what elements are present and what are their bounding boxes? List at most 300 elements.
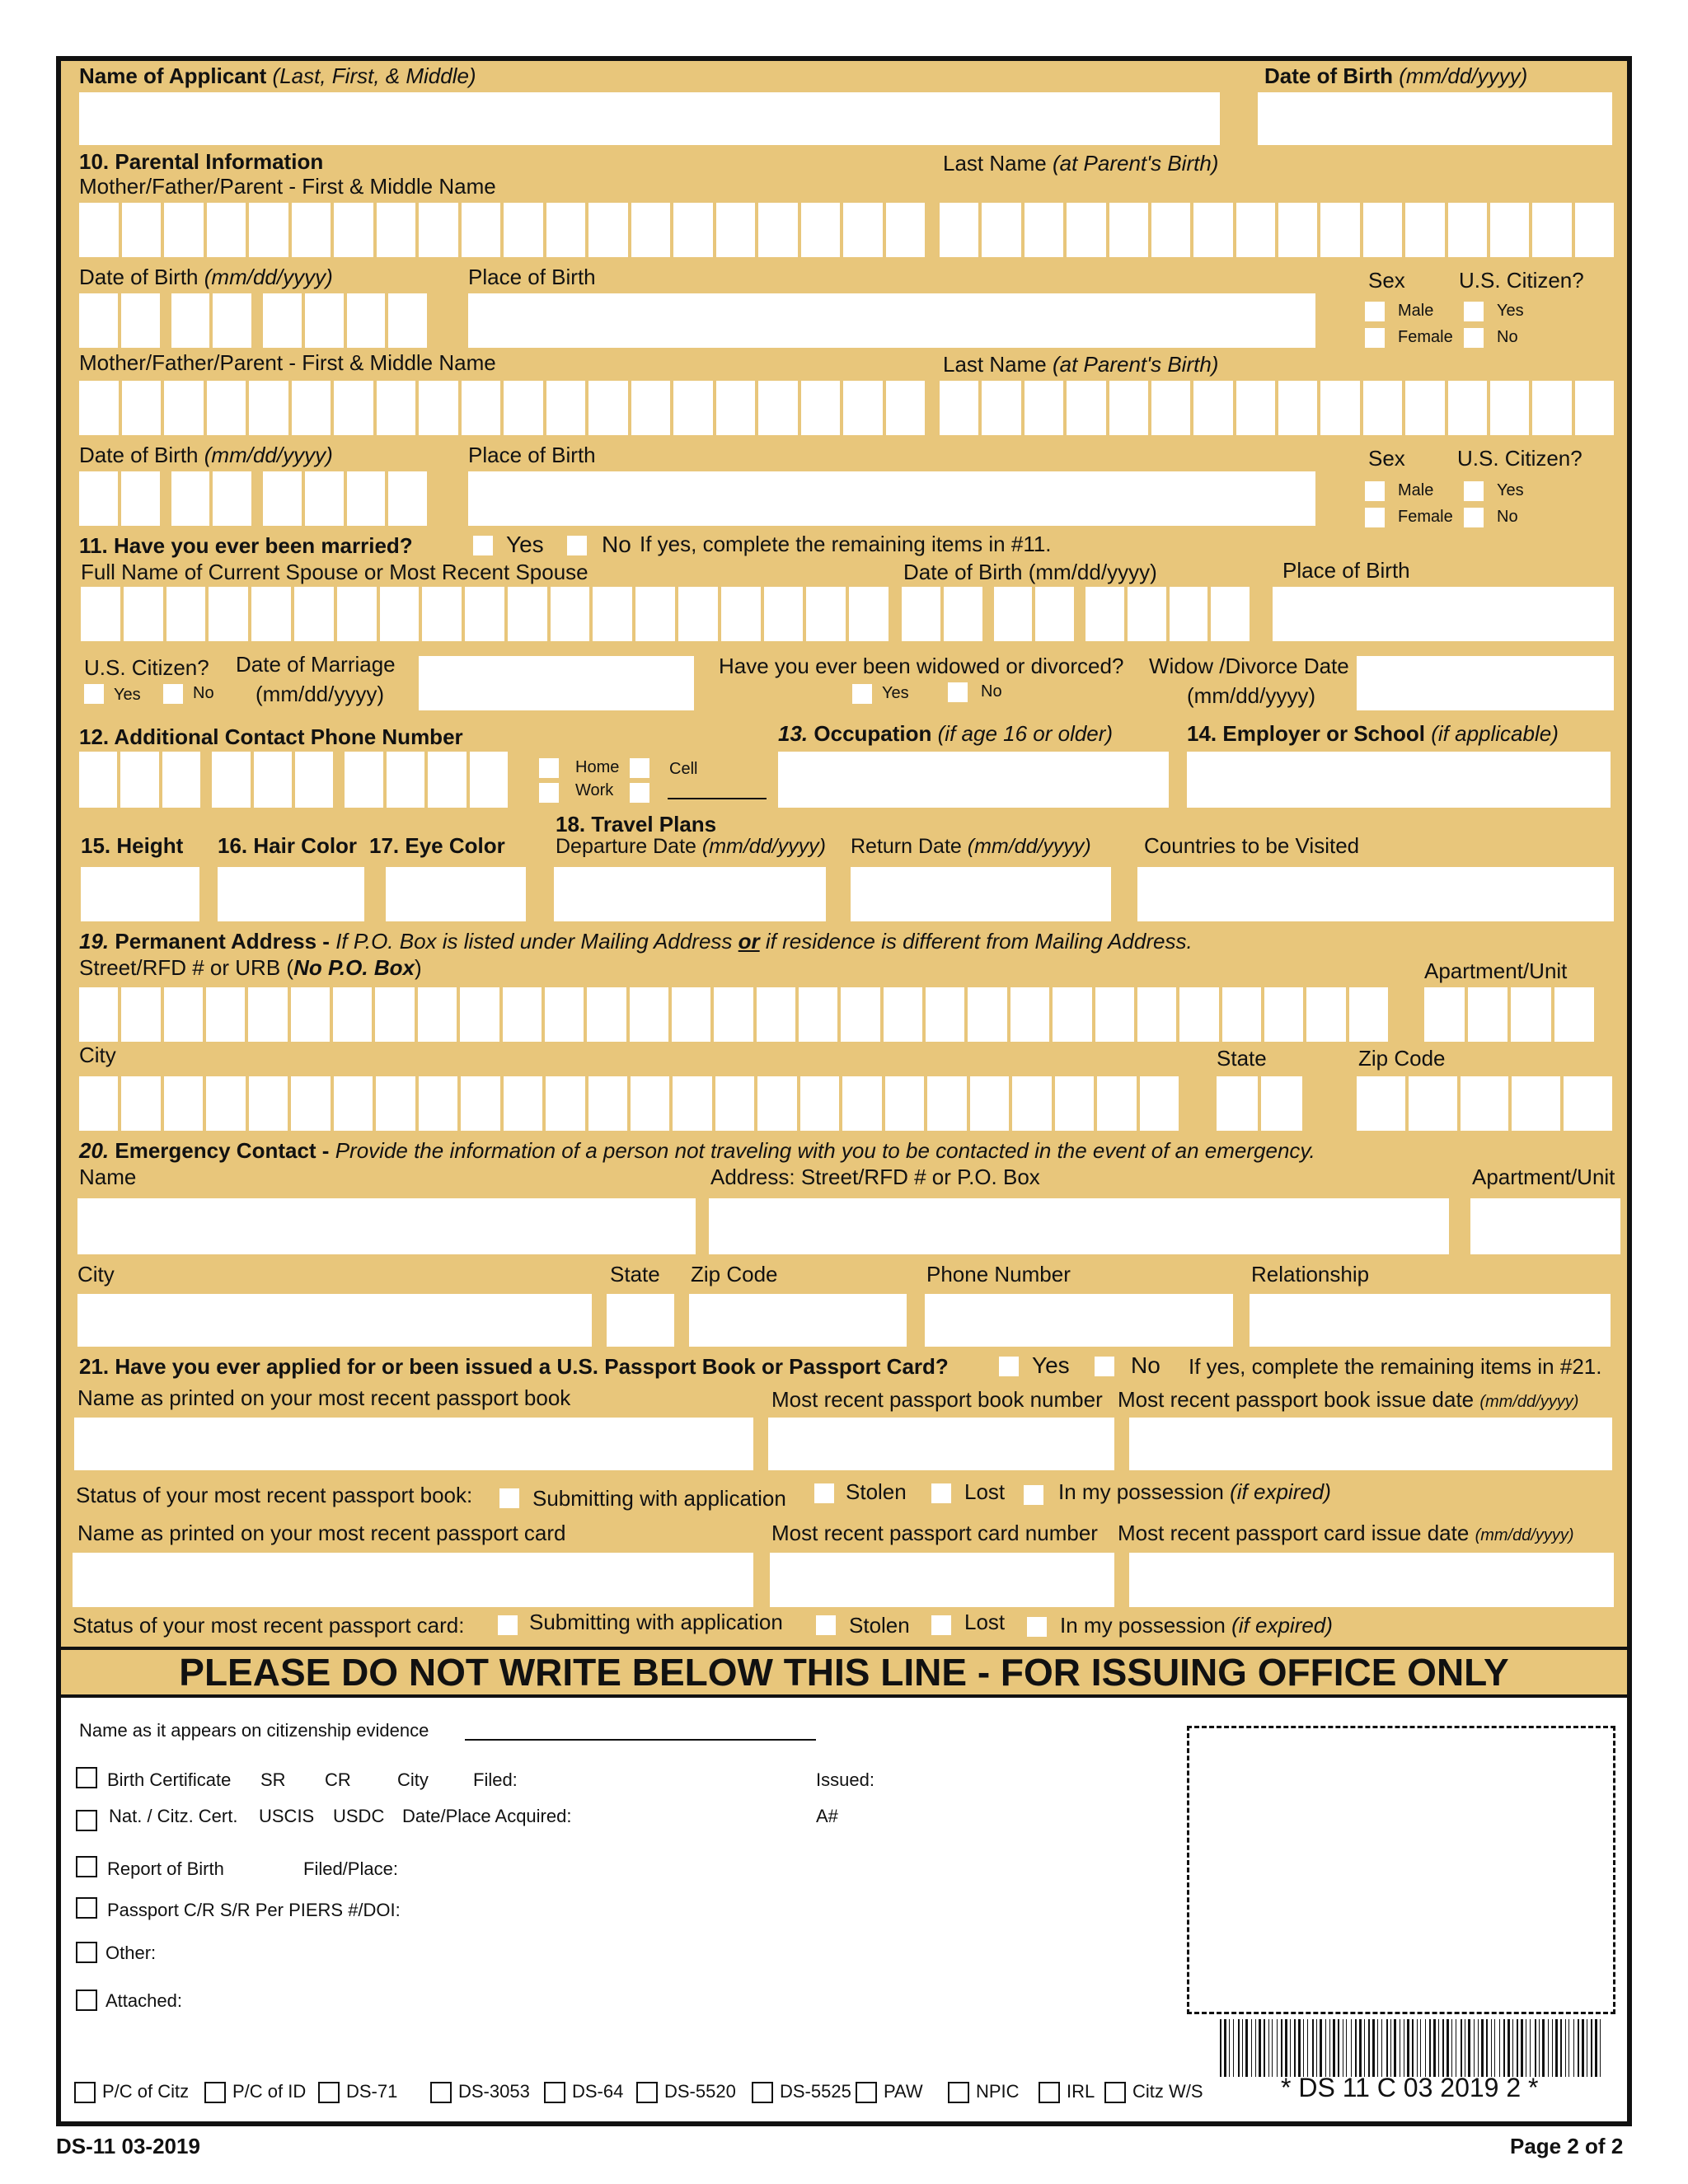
char-cell[interactable] (504, 381, 543, 435)
char-cell[interactable] (764, 587, 804, 641)
char-cell[interactable] (843, 203, 883, 257)
permanent-state-input[interactable] (1217, 1076, 1302, 1131)
char-cell[interactable] (81, 587, 120, 641)
char-cell[interactable] (1067, 203, 1105, 257)
char-cell[interactable] (1025, 381, 1063, 435)
char-cell[interactable] (305, 293, 344, 348)
char-cell[interactable] (207, 203, 246, 257)
barcode-bar (1412, 2019, 1414, 2077)
countries-input[interactable] (1137, 867, 1614, 921)
s10-title: 10. Parental Information (79, 149, 324, 174)
char-cell[interactable] (673, 381, 713, 435)
checklist-checkbox[interactable] (856, 2082, 877, 2103)
checklist-checkbox[interactable] (74, 2082, 96, 2103)
parent1-pob-input[interactable] (468, 293, 1315, 348)
checklist-checkbox[interactable] (204, 2082, 226, 2103)
char-cell[interactable] (249, 381, 288, 435)
char-cell[interactable] (79, 471, 118, 526)
char-cell[interactable] (841, 987, 879, 1042)
spouse-citizen-no-checkbox[interactable] (163, 684, 183, 704)
widowed-yes-checkbox[interactable] (852, 684, 872, 704)
char-cell[interactable] (207, 381, 246, 435)
barcode-bar (1573, 2019, 1574, 2077)
char-cell[interactable] (1128, 587, 1166, 641)
parent1-citizen-no-checkbox[interactable] (1464, 328, 1484, 348)
char-cell[interactable] (122, 203, 162, 257)
char-cell[interactable] (1363, 381, 1402, 435)
char-cell[interactable] (721, 587, 761, 641)
citizenship-name-line[interactable] (465, 1739, 816, 1741)
char-cell[interactable] (800, 1076, 839, 1131)
barcode-bar (1461, 2019, 1462, 2077)
char-cell[interactable] (982, 381, 1020, 435)
char-cell[interactable] (1193, 381, 1232, 435)
char-cell[interactable] (1363, 203, 1402, 257)
char-cell[interactable] (206, 987, 245, 1042)
char-cell[interactable] (1137, 987, 1176, 1042)
char-cell[interactable] (462, 203, 501, 257)
char-cell[interactable] (968, 987, 1006, 1042)
char-cell[interactable] (121, 987, 160, 1042)
char-cell[interactable] (672, 987, 710, 1042)
char-cell[interactable] (251, 587, 291, 641)
char-cell[interactable] (1320, 203, 1359, 257)
parent2-male-checkbox[interactable] (1365, 481, 1385, 501)
char-cell[interactable] (716, 381, 756, 435)
char-cell[interactable] (345, 752, 382, 808)
married-no-checkbox[interactable] (567, 536, 587, 555)
char-cell[interactable] (588, 203, 628, 257)
char-cell[interactable] (1409, 1076, 1457, 1131)
married-yes-checkbox[interactable] (473, 536, 493, 555)
char-cell[interactable] (1357, 1076, 1405, 1131)
char-cell[interactable] (757, 1076, 796, 1131)
book-stolen-label: Stolen (846, 1479, 907, 1504)
char-cell[interactable] (1564, 1076, 1612, 1131)
permanent-city-input[interactable] (79, 1076, 1179, 1131)
char-cell[interactable] (1170, 587, 1208, 641)
char-cell[interactable] (465, 587, 504, 641)
parent2-last-name-input[interactable] (940, 381, 1614, 435)
char-cell[interactable] (885, 1076, 924, 1131)
char-cell[interactable] (503, 987, 542, 1042)
char-cell[interactable] (1067, 381, 1105, 435)
char-cell[interactable] (849, 587, 889, 641)
char-cell[interactable] (940, 381, 978, 435)
nat-cert-checkbox[interactable] (76, 1810, 97, 1831)
char-cell[interactable] (263, 471, 302, 526)
hair-color-input[interactable] (218, 867, 364, 921)
parent1-citizen-yes-checkbox[interactable] (1464, 302, 1484, 321)
char-cell[interactable] (428, 752, 466, 808)
char-cell[interactable] (508, 587, 547, 641)
char-cell[interactable] (120, 752, 158, 808)
emergency-relationship-input[interactable] (1250, 1294, 1611, 1347)
book-submitting-checkbox[interactable] (499, 1488, 519, 1508)
char-cell[interactable] (1151, 381, 1190, 435)
passport-no-checkbox[interactable] (1095, 1357, 1114, 1376)
report-of-birth-checkbox[interactable] (76, 1856, 97, 1877)
card-lost-checkbox[interactable] (931, 1615, 951, 1635)
parent2-first-name-input[interactable] (79, 381, 925, 435)
char-cell[interactable] (295, 752, 333, 808)
char-cell[interactable] (1532, 203, 1571, 257)
parent1-last-name-input[interactable] (940, 203, 1614, 257)
birth-cert-checkbox[interactable] (76, 1767, 97, 1788)
char-cell[interactable] (461, 1076, 499, 1131)
char-cell[interactable] (631, 1076, 669, 1131)
char-cell[interactable] (1278, 203, 1317, 257)
char-cell[interactable] (546, 381, 586, 435)
checklist-checkbox[interactable] (430, 2082, 452, 2103)
char-cell[interactable] (254, 752, 292, 808)
char-cell[interactable] (248, 987, 287, 1042)
char-cell[interactable] (1151, 203, 1190, 257)
passport-yes-checkbox[interactable] (999, 1357, 1019, 1376)
checklist-checkbox[interactable] (752, 2082, 773, 2103)
char-cell[interactable] (1217, 1076, 1258, 1131)
char-cell[interactable] (1140, 1076, 1179, 1131)
additional-phone-input[interactable] (79, 752, 514, 808)
char-cell[interactable] (1085, 587, 1124, 641)
char-cell[interactable] (249, 203, 288, 257)
other-checkbox[interactable] (76, 1942, 97, 1963)
char-cell[interactable] (347, 471, 386, 526)
phone-home-checkbox[interactable] (539, 758, 559, 778)
birth-cert-issued: Issued: (816, 1769, 874, 1790)
char-cell[interactable] (1095, 987, 1134, 1042)
passport-cr-checkbox[interactable] (76, 1897, 97, 1919)
barcode-bar (1264, 2019, 1265, 2077)
emergency-city-input[interactable] (77, 1294, 592, 1347)
char-cell[interactable] (419, 1076, 457, 1131)
char-cell[interactable] (806, 587, 846, 641)
char-cell[interactable] (982, 203, 1020, 257)
char-cell[interactable] (801, 381, 841, 435)
char-cell[interactable] (1012, 1076, 1051, 1131)
parent2-citizen-no-checkbox[interactable] (1464, 508, 1484, 527)
char-cell[interactable] (1490, 203, 1529, 257)
barcode-bar (1220, 2019, 1221, 2077)
char-cell[interactable] (122, 381, 162, 435)
char-cell[interactable] (1035, 587, 1074, 641)
char-cell[interactable] (673, 1076, 711, 1131)
widowed-no-checkbox[interactable] (948, 682, 968, 702)
checklist-checkbox[interactable] (1104, 2082, 1126, 2103)
emergency-zip-input[interactable] (689, 1294, 907, 1347)
char-cell[interactable] (1193, 203, 1232, 257)
char-cell[interactable] (1010, 987, 1049, 1042)
char-cell[interactable] (1490, 381, 1529, 435)
card-date-input[interactable] (1129, 1553, 1614, 1607)
emergency-phone-input[interactable] (925, 1294, 1233, 1347)
char-cell[interactable] (418, 987, 457, 1042)
char-cell[interactable] (1179, 987, 1218, 1042)
char-cell[interactable] (166, 587, 206, 641)
checklist-checkbox[interactable] (318, 2082, 340, 2103)
card-submitting-checkbox[interactable] (498, 1615, 518, 1635)
char-cell[interactable] (551, 587, 590, 641)
char-cell[interactable] (291, 1076, 330, 1131)
barcode-bar (1420, 2019, 1421, 2077)
char-cell[interactable] (79, 381, 119, 435)
char-cell[interactable] (1320, 381, 1359, 435)
char-cell[interactable] (1554, 987, 1595, 1042)
phone-other-checkbox[interactable] (630, 783, 649, 803)
char-cell[interactable] (164, 203, 204, 257)
char-cell[interactable] (546, 1076, 584, 1131)
emergency-apt-input[interactable] (1470, 1198, 1620, 1254)
char-cell[interactable] (419, 203, 458, 257)
applicant-dob-input[interactable] (1258, 92, 1612, 145)
char-cell[interactable] (1512, 1076, 1560, 1131)
char-cell[interactable] (294, 587, 334, 641)
char-cell[interactable] (209, 587, 248, 641)
char-cell[interactable] (970, 1076, 1009, 1131)
card-number-input[interactable] (770, 1553, 1114, 1607)
char-cell[interactable] (1261, 1076, 1302, 1131)
char-cell[interactable] (588, 381, 628, 435)
char-cell[interactable] (334, 381, 373, 435)
char-cell[interactable] (79, 203, 119, 257)
parent1-female-checkbox[interactable] (1365, 328, 1385, 348)
char-cell[interactable] (673, 203, 713, 257)
occupation-input[interactable] (778, 752, 1169, 808)
barcode-bar (1565, 2019, 1566, 2077)
char-cell[interactable] (79, 752, 117, 808)
char-cell[interactable] (380, 587, 420, 641)
char-cell[interactable] (635, 587, 675, 641)
char-cell[interactable] (470, 752, 508, 808)
char-cell[interactable] (419, 381, 458, 435)
book-number-input[interactable] (768, 1418, 1114, 1470)
marriage-date-input[interactable] (419, 656, 694, 710)
char-cell[interactable] (164, 1076, 203, 1131)
phone-cell-checkbox[interactable] (630, 758, 649, 778)
char-cell[interactable] (121, 293, 160, 348)
char-cell[interactable] (291, 987, 330, 1042)
attached-checkbox[interactable] (76, 1990, 97, 2011)
card-possession-checkbox[interactable] (1027, 1617, 1047, 1637)
applicant-name-input[interactable] (79, 92, 1220, 145)
char-cell[interactable] (1236, 203, 1275, 257)
parent2-dob-input[interactable] (79, 471, 434, 526)
checklist-checkbox[interactable] (1039, 2082, 1060, 2103)
char-cell[interactable] (377, 381, 416, 435)
char-cell[interactable] (927, 1076, 966, 1131)
card-submitting-label: Submitting with application (529, 1610, 783, 1634)
char-cell[interactable] (886, 203, 926, 257)
char-cell[interactable] (1448, 381, 1487, 435)
parent1-dob-input[interactable] (79, 293, 434, 348)
char-cell[interactable] (715, 1076, 754, 1131)
char-cell[interactable] (1211, 587, 1250, 641)
employer-input[interactable] (1187, 752, 1611, 808)
departure-date-input[interactable] (554, 867, 826, 921)
char-cell[interactable] (716, 203, 756, 257)
char-cell[interactable] (171, 293, 210, 348)
char-cell[interactable] (504, 1076, 542, 1131)
barcode-bar (1381, 2019, 1382, 2077)
char-cell[interactable] (758, 203, 798, 257)
char-cell[interactable] (1405, 381, 1444, 435)
char-cell[interactable] (162, 752, 200, 808)
char-cell[interactable] (292, 203, 331, 257)
book-possession-checkbox[interactable] (1024, 1485, 1043, 1505)
char-cell[interactable] (631, 381, 671, 435)
char-cell[interactable] (462, 381, 501, 435)
spouse-dob-label: Date of Birth (mm/dd/yyyy) (903, 560, 1157, 584)
card-name-input[interactable] (73, 1553, 753, 1607)
char-cell[interactable] (460, 987, 499, 1042)
char-cell[interactable] (940, 203, 978, 257)
parent2-pob-input[interactable] (468, 471, 1315, 526)
spouse-dob-input[interactable] (902, 587, 1256, 641)
parent2-citizen-yes-checkbox[interactable] (1464, 481, 1484, 501)
char-cell[interactable] (305, 471, 344, 526)
char-cell[interactable] (79, 1076, 118, 1131)
char-cell[interactable] (1448, 203, 1487, 257)
char-cell[interactable] (263, 293, 302, 348)
emergency-name-input[interactable] (77, 1198, 696, 1254)
checklist-checkbox[interactable] (636, 2082, 658, 2103)
char-cell[interactable] (212, 752, 250, 808)
char-cell[interactable] (171, 471, 210, 526)
char-cell[interactable] (1236, 381, 1275, 435)
char-cell[interactable] (124, 587, 163, 641)
char-cell[interactable] (1264, 987, 1303, 1042)
book-date-input[interactable] (1129, 1418, 1612, 1470)
char-cell[interactable] (337, 587, 377, 641)
char-cell[interactable] (902, 587, 940, 641)
barcode-bar (1503, 2019, 1505, 2077)
char-cell[interactable] (1109, 203, 1148, 257)
char-cell[interactable] (213, 471, 251, 526)
char-cell[interactable] (249, 1076, 288, 1131)
char-cell[interactable] (944, 587, 982, 641)
char-cell[interactable] (347, 293, 386, 348)
char-cell[interactable] (79, 987, 118, 1042)
char-cell[interactable] (630, 987, 668, 1042)
char-cell[interactable] (1055, 1076, 1094, 1131)
char-cell[interactable] (1053, 987, 1091, 1042)
char-cell[interactable] (79, 293, 118, 348)
s10-parent1-name-label: Mother/Father/Parent - First & Middle Name (79, 174, 496, 199)
phone-work-checkbox[interactable] (539, 783, 559, 803)
card-stolen-checkbox[interactable] (816, 1615, 836, 1635)
char-cell[interactable] (631, 203, 671, 257)
char-cell[interactable] (545, 987, 584, 1042)
char-cell[interactable] (994, 587, 1033, 641)
char-cell[interactable] (333, 987, 372, 1042)
char-cell[interactable] (1349, 987, 1388, 1042)
birth-cert-filed: Filed: (473, 1769, 518, 1790)
checklist-checkbox[interactable] (948, 2082, 969, 2103)
char-cell[interactable] (388, 293, 427, 348)
char-cell[interactable] (422, 587, 462, 641)
char-cell[interactable] (206, 1076, 245, 1131)
char-cell[interactable] (1424, 987, 1465, 1042)
char-cell[interactable] (714, 987, 753, 1042)
permanent-zip-input[interactable] (1357, 1076, 1612, 1131)
char-cell[interactable] (678, 587, 718, 641)
char-cell[interactable] (1097, 1076, 1136, 1131)
char-cell[interactable] (1468, 987, 1508, 1042)
char-cell[interactable] (587, 987, 626, 1042)
char-cell[interactable] (884, 987, 922, 1042)
char-cell[interactable] (1575, 381, 1614, 435)
char-cell[interactable] (504, 203, 543, 257)
height-input[interactable] (81, 867, 199, 921)
char-cell[interactable] (843, 381, 883, 435)
char-cell[interactable] (292, 381, 331, 435)
char-cell[interactable] (334, 1076, 373, 1131)
char-cell[interactable] (1109, 381, 1148, 435)
char-cell[interactable] (121, 471, 160, 526)
char-cell[interactable] (588, 1076, 627, 1131)
barcode-bar (1535, 2019, 1536, 2077)
spouse-pob-input[interactable] (1273, 587, 1614, 641)
char-cell[interactable] (376, 1076, 415, 1131)
parent1-first-name-input[interactable] (79, 203, 925, 257)
parent2-female-checkbox[interactable] (1365, 508, 1385, 527)
emergency-address-input[interactable] (709, 1198, 1449, 1254)
char-cell[interactable] (387, 752, 424, 808)
char-cell[interactable] (1511, 987, 1551, 1042)
widow-date-input[interactable] (1357, 656, 1614, 710)
char-cell[interactable] (757, 987, 795, 1042)
char-cell[interactable] (758, 381, 798, 435)
checklist-checkbox[interactable] (544, 2082, 565, 2103)
nat-cert-usdc: USDC (333, 1806, 385, 1826)
parent1-male-checkbox[interactable] (1365, 302, 1385, 321)
char-cell[interactable] (164, 381, 204, 435)
char-cell[interactable] (1575, 203, 1614, 257)
char-cell[interactable] (842, 1076, 881, 1131)
spouse-name-input[interactable] (81, 587, 889, 641)
char-cell[interactable] (593, 587, 632, 641)
char-cell[interactable] (926, 987, 964, 1042)
emergency-state-input[interactable] (607, 1294, 674, 1347)
char-cell[interactable] (1405, 203, 1444, 257)
char-cell[interactable] (213, 293, 251, 348)
char-cell[interactable] (799, 987, 837, 1042)
char-cell[interactable] (1306, 987, 1345, 1042)
char-cell[interactable] (375, 987, 414, 1042)
spouse-citizen-yes-checkbox[interactable] (84, 684, 104, 704)
permanent-apt-input[interactable] (1424, 987, 1594, 1042)
book-stolen-checkbox[interactable] (814, 1483, 834, 1503)
char-cell[interactable] (1025, 203, 1063, 257)
char-cell[interactable] (886, 381, 926, 435)
char-cell[interactable] (1461, 1076, 1509, 1131)
return-date-input[interactable] (851, 867, 1111, 921)
char-cell[interactable] (377, 203, 416, 257)
book-name-input[interactable] (74, 1418, 753, 1470)
char-cell[interactable] (164, 987, 203, 1042)
char-cell[interactable] (546, 203, 586, 257)
char-cell[interactable] (121, 1076, 160, 1131)
permanent-street-input[interactable] (79, 987, 1388, 1042)
book-lost-checkbox[interactable] (931, 1483, 951, 1503)
char-cell[interactable] (801, 203, 841, 257)
char-cell[interactable] (1278, 381, 1317, 435)
char-cell[interactable] (388, 471, 427, 526)
char-cell[interactable] (1222, 987, 1261, 1042)
char-cell[interactable] (1532, 381, 1571, 435)
char-cell[interactable] (334, 203, 373, 257)
eye-color-input[interactable] (386, 867, 526, 921)
